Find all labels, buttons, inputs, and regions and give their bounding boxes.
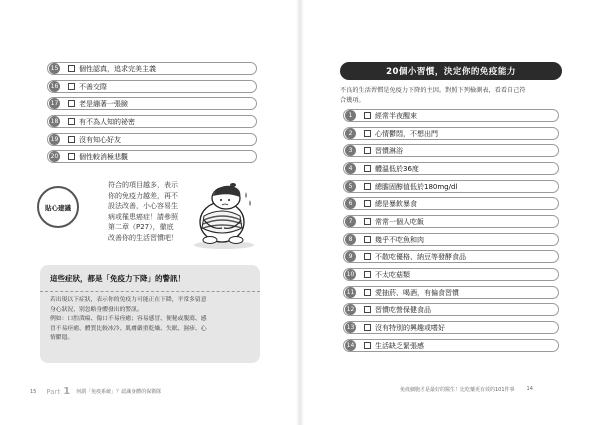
checkbox[interactable]	[364, 112, 371, 119]
right-footer	[400, 386, 533, 393]
item-text: 個性較消極悲觀	[79, 152, 128, 161]
warning-box	[40, 265, 260, 363]
item-number: 1	[345, 110, 356, 121]
item-number: 12	[346, 306, 355, 313]
checkbox[interactable]	[364, 218, 371, 225]
item-number: 14	[346, 342, 355, 349]
checkbox[interactable]	[364, 271, 371, 278]
checkbox[interactable]	[68, 136, 75, 143]
item-number: 10	[346, 271, 355, 278]
checklist-item	[343, 286, 559, 299]
tip-line: 符合的項目越多，表示	[108, 181, 178, 189]
checklist-item	[343, 215, 559, 228]
checklist-item	[343, 339, 559, 352]
checkbox[interactable]	[364, 324, 371, 331]
warning-box-header	[40, 265, 260, 292]
item-number: 18	[50, 118, 59, 125]
checklist-item	[343, 250, 559, 263]
tip-line: 第二章（P27），徹底	[108, 223, 174, 231]
checkbox[interactable]	[364, 130, 371, 137]
checkbox[interactable]	[364, 200, 371, 207]
item-text: 有不為人知的祕密	[79, 117, 135, 126]
item-text: 幾乎不吃魚和肉	[375, 235, 424, 244]
left-footer	[30, 386, 161, 397]
checkbox[interactable]	[68, 83, 75, 90]
item-text: 個性認真，追求完美主義	[79, 64, 156, 73]
intro-text	[340, 86, 562, 106]
checklist-item	[343, 109, 559, 122]
item-number: 6	[345, 198, 356, 209]
item-number: 15	[50, 65, 59, 72]
item-text: 沒有特別的興趣或嗜好	[375, 323, 445, 332]
page-number: 14	[526, 386, 533, 392]
page-number: 15	[30, 388, 37, 395]
checklist-item	[343, 180, 559, 193]
checklist-item	[47, 97, 257, 110]
checklist-item	[343, 321, 559, 334]
checkbox[interactable]	[364, 342, 371, 349]
item-text: 心情鬱悶，不想出門	[375, 129, 438, 138]
item-text: 老是繃著一張臉	[79, 99, 128, 108]
item-number: 5	[345, 181, 356, 192]
checklist-item	[47, 80, 257, 93]
tip-badge-label: 貼心建議	[45, 203, 71, 212]
item-number: 7	[345, 216, 356, 227]
item-text: 經常半夜醒來	[375, 111, 417, 120]
tip-line: 病或罹患癌症！請參照	[108, 212, 178, 221]
checklist-item	[47, 115, 257, 128]
item-number: 2	[345, 128, 356, 139]
checklist-item	[343, 127, 559, 140]
part-number: 1	[63, 386, 71, 397]
tip-text	[108, 180, 183, 243]
item-text: 沒有知心好友	[79, 135, 121, 144]
warning-line: 若出現以下症狀，表示你的免疫力可能正在下降，平常多留意	[50, 297, 207, 303]
checklist-item	[343, 144, 559, 157]
checkbox[interactable]	[364, 183, 371, 190]
item-text: 不散吃優格、納豆等發酵食品	[375, 252, 466, 261]
tip-line: 改善你的生活習慣吧！	[108, 233, 178, 242]
item-number: 16	[50, 83, 59, 90]
checkbox[interactable]	[68, 65, 75, 72]
item-text: 總是暴飲暴食	[375, 199, 417, 208]
tip-badge	[37, 186, 79, 228]
tip-line: 你的免疫力越差，再不	[108, 191, 178, 200]
intro-line: 合幾項。	[340, 96, 365, 104]
checkbox[interactable]	[68, 100, 75, 107]
item-number: 3	[345, 145, 356, 156]
checkbox[interactable]	[364, 165, 371, 172]
warning-line: 情鬱悶。	[50, 335, 74, 342]
item-text: 體溫低於36度	[375, 164, 419, 173]
checklist-item	[343, 303, 559, 316]
chapter-title: 何謂「免疫系統」？認識身體的保衛隊	[76, 389, 162, 395]
item-number: 20	[50, 153, 59, 160]
item-text: 常常一個人吃飯	[375, 217, 424, 226]
checkbox[interactable]	[364, 253, 371, 260]
warning-line: 例如：口腔潰瘍、傷口不易痊癒；容易感冒、便秘或腹瀉、感	[50, 316, 207, 323]
warning-line: 身心狀況，別忽略身體發出的警訊。	[50, 306, 143, 313]
item-text: 愛抽菸、喝酒，有偏食習慣	[375, 288, 459, 297]
checkbox[interactable]	[68, 118, 75, 125]
intro-line: 不良的生活習慣是免疫力下降的主因。對照下列檢測表，看看自己符	[340, 87, 526, 94]
checkbox[interactable]	[364, 147, 371, 154]
checkbox[interactable]	[68, 153, 75, 160]
item-number: 9	[345, 251, 356, 262]
item-text: 習慣吃營保健食品	[375, 305, 431, 314]
item-text: 總膽固醇值低於180mg/dl	[375, 182, 458, 191]
item-number: 4	[345, 163, 356, 174]
warning-line: 冒不易痊癒、體質比較冰冷、肌膚嚴重乾燥、失眠、濕疹、心	[50, 325, 207, 332]
warning-body	[50, 296, 254, 344]
checklist-item	[47, 62, 257, 75]
page-gutter	[296, 0, 304, 425]
item-text: 不太吃菇類	[375, 270, 410, 279]
item-number: 19	[50, 136, 59, 143]
checklist-item	[343, 162, 559, 175]
checklist-item	[343, 268, 559, 281]
checkbox[interactable]	[364, 289, 371, 296]
item-number: 8	[345, 234, 356, 245]
checklist-item	[343, 197, 559, 210]
tip-line: 設法改善，小心容易生	[108, 202, 178, 210]
item-number: 13	[346, 324, 355, 331]
item-number: 11	[346, 289, 355, 296]
item-text: 生活缺乏緊張感	[375, 341, 424, 350]
warning-title: 這些症狀，都是「免疫力下降」的警訊！	[50, 273, 185, 283]
cartoon-illustration	[186, 182, 261, 250]
checklist-item	[47, 150, 257, 163]
section-title: 20個小習慣，決定你的免疫能力	[386, 67, 516, 77]
checklist-item	[343, 233, 559, 246]
checkbox[interactable]	[364, 306, 371, 313]
part-label: Part	[46, 387, 61, 396]
checklist-item	[47, 133, 257, 146]
item-number: 17	[50, 100, 59, 107]
book-title: 免疫細胞才是最好的醫生！比吃藥更有效的101件事	[400, 387, 515, 393]
section-title-bar	[340, 62, 562, 80]
item-text: 習慣淋浴	[375, 146, 403, 155]
item-text: 不善交際	[79, 82, 107, 91]
checkbox[interactable]	[364, 236, 371, 243]
